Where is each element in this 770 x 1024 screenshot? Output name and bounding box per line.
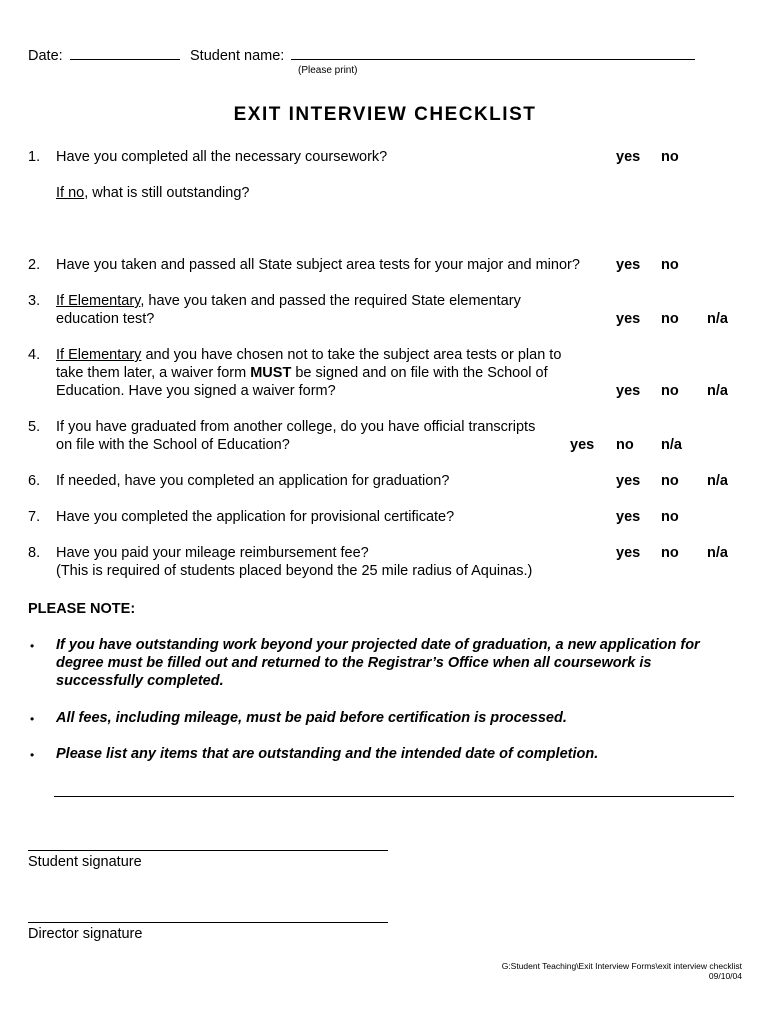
- answer-no[interactable]: no: [661, 473, 679, 489]
- answer-yes[interactable]: yes: [616, 473, 641, 489]
- page-title: EXIT INTERVIEW CHECKLIST: [233, 104, 537, 125]
- answer-no[interactable]: no: [661, 383, 679, 399]
- answer-yes[interactable]: yes: [616, 149, 641, 165]
- followup-condition: If no: [56, 185, 85, 201]
- please-note-heading: PLEASE NOTE:: [28, 601, 136, 617]
- question-text: take them later, a waiver form: [56, 365, 251, 381]
- answer-no[interactable]: no: [661, 545, 679, 561]
- question-text-line-3: Education. Have you signed a waiver form?: [56, 383, 336, 399]
- bullet-glyph: •: [30, 639, 35, 653]
- note-text: Please list any items that are outstanding and the intended date of completion.: [56, 746, 599, 762]
- footer-date: 09/10/04: [708, 971, 742, 981]
- answer-no[interactable]: no: [616, 437, 634, 453]
- question-text: Have you completed the application for provisional certificate?: [56, 509, 455, 525]
- question-number: 7.: [28, 509, 41, 525]
- student-signature-line[interactable]: [28, 850, 388, 851]
- footer-path: G:Student Teaching\Exit Interview Forms\exit interview checklist: [501, 961, 742, 971]
- question-text: , have you taken and passed the required State elementary: [140, 293, 521, 309]
- answer-yes[interactable]: yes: [616, 311, 641, 327]
- question-number: 3.: [28, 293, 41, 309]
- question-text-line-1: Have you paid your mileage reimbursement fee?: [56, 545, 369, 561]
- note-text-line: successfully completed.: [56, 673, 224, 689]
- please-print-note: (Please print): [298, 65, 358, 76]
- date-label: Date:: [28, 48, 63, 64]
- student-name-row: [190, 47, 695, 65]
- outstanding-items-line[interactable]: [54, 796, 734, 797]
- condition-text: If Elementary: [56, 293, 141, 309]
- answer-yes[interactable]: yes: [570, 437, 595, 453]
- question-text: be signed and on file with the School of: [291, 365, 548, 381]
- answer-na[interactable]: n/a: [661, 437, 682, 453]
- question-number: 2.: [28, 257, 41, 273]
- student-name-label: Student name:: [190, 48, 285, 64]
- director-signature-line[interactable]: [28, 922, 388, 923]
- question-number: 4.: [28, 347, 41, 363]
- question-number: 5.: [28, 419, 41, 435]
- bullet-glyph: •: [30, 748, 35, 762]
- question-text: If needed, have you completed an application for graduation?: [56, 473, 450, 489]
- question-text: Have you completed all the necessary coursework?: [56, 149, 388, 165]
- question-number: 6.: [28, 473, 41, 489]
- date-field[interactable]: [70, 59, 180, 60]
- question-text-line-1: [56, 346, 561, 364]
- question-text-line-2: [56, 364, 548, 382]
- answer-no[interactable]: no: [661, 311, 679, 327]
- note-text: All fees, including mileage, must be paid before certification is processed.: [56, 710, 567, 726]
- question-text-line-1: If you have graduated from another college, do you have official transcripts: [56, 419, 536, 435]
- answer-na[interactable]: n/a: [707, 383, 728, 399]
- question-text: and you have chosen not to take the subject area tests or plan to: [141, 347, 562, 363]
- question-text-line-2: on file with the School of Education?: [56, 437, 290, 453]
- question-number: 8.: [28, 545, 41, 561]
- question-number: 1.: [28, 149, 41, 165]
- question-text-line-1: [56, 292, 521, 310]
- emphasis-must: MUST: [250, 365, 292, 381]
- bullet-glyph: •: [30, 712, 35, 726]
- answer-na[interactable]: n/a: [707, 545, 728, 561]
- note-text: [56, 636, 746, 690]
- answer-no[interactable]: no: [661, 509, 679, 525]
- director-signature-label: Director signature: [28, 926, 143, 942]
- answer-yes[interactable]: yes: [616, 509, 641, 525]
- student-name-field[interactable]: [291, 59, 695, 60]
- answer-yes[interactable]: yes: [616, 545, 641, 561]
- answer-yes[interactable]: yes: [616, 257, 641, 273]
- answer-no[interactable]: no: [661, 257, 679, 273]
- answer-no[interactable]: no: [661, 149, 679, 165]
- date-row: [28, 47, 180, 65]
- question-text-line-2: (This is required of students placed beyond the 25 mile radius of Aquinas.): [56, 563, 533, 579]
- question-followup: [56, 184, 249, 202]
- followup-text: , what is still outstanding?: [84, 185, 250, 201]
- answer-na[interactable]: n/a: [707, 473, 728, 489]
- question-text-line-2: education test?: [56, 311, 155, 327]
- answer-na[interactable]: n/a: [707, 311, 728, 327]
- answer-yes[interactable]: yes: [616, 383, 641, 399]
- note-text-line: If you have outstanding work beyond your projected date of graduation, a new application for: [56, 637, 700, 653]
- note-text-line: degree must be filled out and returned to the Registrar’s Office when all coursework is: [56, 655, 652, 671]
- student-signature-label: Student signature: [28, 854, 142, 870]
- question-text: Have you taken and passed all State subject area tests for your major and minor?: [56, 257, 580, 273]
- footer: [502, 961, 742, 981]
- condition-text: If Elementary: [56, 347, 142, 363]
